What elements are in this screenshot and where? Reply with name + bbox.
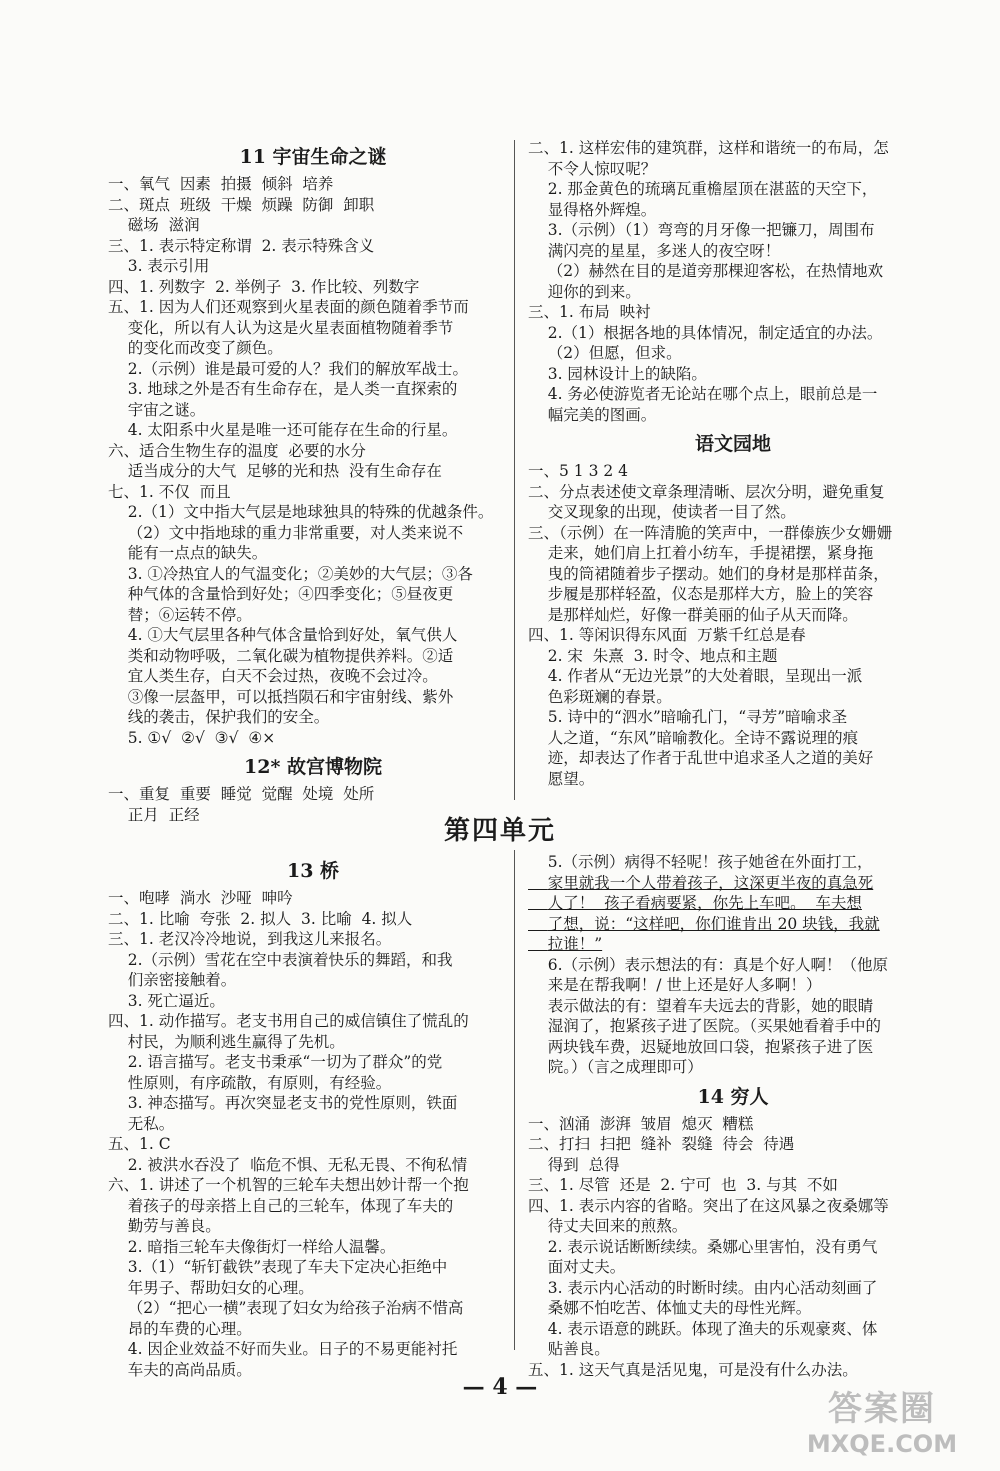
answer-line: 家里就我一个人带着孩子，这深更半夜的真急死	[528, 873, 874, 892]
answer-line: 3. 表示引用	[108, 257, 210, 275]
answer-line: 4. 作者从“无边光景”的大处着眼，呈现出一派	[528, 667, 863, 685]
left-column-top	[108, 138, 518, 825]
answer-line: 六、适合生物生存的温度 必要的水分	[108, 441, 366, 460]
right-column-top	[528, 138, 938, 789]
answer-line: 二、1. 比喻 夸张 2. 拟人 3. 比喻 4. 拟人	[108, 909, 413, 928]
left-column-bottom	[108, 852, 518, 1380]
answer-line: 二、分点表述使文章条理清晰、层次分明，避免重复	[528, 482, 885, 501]
answer-line: 4. ①大气层里各种气体含量恰到好处，氧气供人	[108, 626, 458, 644]
answer-line: 变化，所以有人认为这是火星表面植物随着季节	[108, 318, 454, 337]
answer-line: 二、斑点 班级 干燥 烦躁 防御 卸职	[108, 195, 375, 214]
answer-line: 表示做法的有：望着车夫远去的背影，她的眼睛	[528, 996, 874, 1015]
unit-title: 第四单元	[443, 816, 556, 846]
answer-line: 显得格外辉煌。	[528, 200, 657, 219]
answer-line: 得到 总得	[528, 1155, 620, 1174]
watermark-bottom: MXQE.COM	[806, 1430, 958, 1458]
answer-line: 一、咆哮 淌水 沙哑 呻吟	[108, 889, 293, 907]
answer-line: 拉谁！”	[528, 935, 603, 953]
answer-line: 幅完美的图画。	[528, 405, 657, 424]
answer-line: 2.（示例）谁是最可爱的人？我们的解放军战士。	[108, 359, 469, 378]
column-divider-top	[514, 140, 515, 800]
answer-line: 磁场 滋润	[108, 216, 200, 234]
answer-line: 6.（示例）表示想法的有：真是个好人啊！（他原	[528, 955, 889, 974]
section-heading: 14 穷人	[697, 1085, 769, 1108]
answer-line: 待丈夫回来的煎熬。	[528, 1217, 688, 1235]
answer-line: 3.（示例）（1）弯弯的月牙像一把镰刀，周围布	[528, 221, 875, 239]
answer-line: 四、1. 列数字 2. 举例子 3. 作比较、列数字	[108, 277, 420, 296]
answer-line: （2）“把心一横”表现了妇女为给孩子治病不惜高	[108, 1299, 464, 1317]
column-divider-bottom	[514, 850, 515, 1350]
answer-line: 五、1. C	[108, 1135, 171, 1153]
answer-line: 院。）（言之成理即可）	[528, 1058, 703, 1076]
answer-line: （2）文中指地球的重力非常重要，对人类来说不	[108, 523, 464, 542]
answer-line: 性原则，有序疏散，有原则，有经验。	[108, 1073, 392, 1092]
answer-line: 走来，她们肩上扛着小纺车，手提裙摆，紧身拖	[528, 544, 874, 562]
answer-line: 不令人惊叹呢？	[528, 159, 657, 178]
answer-line: 二、1. 这样宏伟的建筑群，这样和谐统一的布局，怎	[528, 139, 889, 157]
answer-line: 3. 地球之外是否有生命存在，是人类一直探索的	[108, 380, 458, 398]
answer-line: 桑娜不怕吃苦、体恤丈夫的母性光辉。	[528, 1299, 812, 1317]
answer-line: 类和动物呼吸，二氧化碳为植物提供养料。②适	[108, 646, 454, 665]
answer-line: 一、重复 重要 睡觉 觉醒 处境 处所	[108, 785, 375, 803]
answer-line: 适当成分的大气 足够的光和热 没有生命存在	[108, 462, 442, 480]
answer-line: 4. 务必使游览者无论站在哪个点上，眼前总是一	[528, 385, 878, 403]
answer-line: 2. 表示说话断断续续。桑娜心里害怕，没有勇气	[528, 1237, 878, 1256]
answer-line: 宜人类生存，白天不会过热，夜晚不会过冷。	[108, 667, 438, 685]
answer-line: 贴善良。	[528, 1340, 610, 1358]
answer-line: 昂的车费的心理。	[108, 1319, 252, 1338]
answer-line: 四、1. 等闲识得东风面 万紫千红总是春	[528, 626, 806, 644]
answer-line: 3. ①冷热宜人的气温变化；②美妙的大气层；③各	[108, 564, 473, 583]
answer-line: 湿润了，抱紧孩子进了医院。（买果她看着手中的	[528, 1017, 881, 1035]
right-column-bottom	[528, 852, 938, 1380]
section-heading: 11 宇宙生命之谜	[239, 146, 387, 168]
answer-line: 2. 语言描写。老支书秉承“一切为了群众”的党	[108, 1053, 443, 1071]
answer-line: 宇宙之谜。	[108, 400, 206, 419]
answer-line: 5. 诗中的“泗水”暗喻孔门，“寻芳”暗喻求圣	[528, 708, 848, 726]
section-heading: 12* 故宫博物院	[244, 756, 382, 778]
answer-line: 2.（示例）雪花在空中表演着快乐的舞蹈，和我	[108, 950, 453, 969]
watermark-top: 答案圈	[828, 1389, 936, 1429]
answer-line: 三、（示例）在一阵清脆的笑声中，一群傣族少女姗姗	[528, 523, 893, 542]
answer-line: 2.（1）文中指大气层是地球独具的特殊的优越条件。	[108, 503, 494, 521]
answer-line: 三、1. 布局 映衬	[528, 303, 651, 321]
answer-line: 一、汹涌 澎湃 皱眉 熄灭 糟糕	[528, 1114, 754, 1133]
answer-line: 车夫的高尚品质。	[108, 1360, 252, 1379]
answer-line: 五、1. 这天气真是活见鬼，可是没有什么办法。	[528, 1360, 858, 1379]
answer-line: ③像一层盔甲，可以抵挡陨石和宇宙射线、紫外	[108, 687, 454, 706]
answer-line: 两块钱车费，迟疑地放回口袋，抱紧孩子进了医	[528, 1037, 874, 1056]
answer-line: 3.（1）“斩钉截铁”表现了车夫下定决心拒绝中	[108, 1258, 448, 1276]
answer-line: 五、1. 因为人们还观察到火星表面的颜色随着季节而	[108, 298, 469, 316]
answer-line: 人了！ 孩子看病要紧，你先上车吧。 车夫想	[528, 894, 862, 912]
answer-line: 二、打扫 扫把 缝补 裂缝 待会 待遇	[528, 1135, 795, 1153]
answer-line: 面对丈夫。	[528, 1258, 626, 1276]
answer-line: 来是在帮我啊！/ 世上还是好人多啊！）	[528, 976, 822, 994]
answer-line: 4. 因企业效益不好而失业。日子的不易更能衬托	[108, 1340, 458, 1358]
section-heading: 语文园地	[694, 433, 771, 455]
answer-line: 正月 正经	[108, 805, 200, 824]
answer-line: 七、1. 不仅 而且	[108, 482, 231, 501]
answer-line: 线的袭击，保护我们的安全。	[108, 708, 330, 726]
answer-line: 交叉现象的出现，使读者一目了然。	[528, 503, 796, 521]
answer-line: 三、1. 表示特定称谓 2. 表示特殊含义	[108, 236, 375, 255]
answer-line: 3. 神态描写。再次突显老支书的党性原则，铁面	[108, 1094, 458, 1112]
answer-line: （2）赫然在目的是道旁那棵迎客松，在热情地欢	[528, 262, 884, 280]
answer-line: 着孩子的母亲搭上自己的三轮车，体现了车夫的	[108, 1196, 454, 1215]
answer-line: 一、5 1 3 2 4	[528, 462, 629, 480]
answer-line: 勤劳与善良。	[108, 1217, 221, 1235]
answer-line: 5.（示例）病得不轻呢！孩子她爸在外面打工，	[528, 853, 873, 871]
answer-line: 能有一点点的缺失。	[108, 544, 268, 562]
answer-line: 年男子、帮助妇女的心理。	[108, 1278, 314, 1297]
answer-line: 色彩斑斓的春景。	[528, 687, 672, 706]
watermark-logo	[782, 1387, 982, 1465]
answer-line: 是那样灿烂，好像一群美丽的仙子从天而降。	[528, 605, 858, 624]
answer-line: 4. 太阳系中火星是唯一还可能存在生命的行星。	[108, 421, 458, 439]
answer-line: 四、1. 动作描写。老支书用自己的威信镇住了慌乱的	[108, 1012, 469, 1030]
answer-line: 2.（1）根据各地的具体情况，制定适宜的办法。	[528, 323, 883, 342]
answer-line: 的变化而改变了颜色。	[108, 339, 283, 357]
answer-line: 5. ①√ ②√ ③√ ④×	[108, 728, 276, 747]
answer-line: 步履是那样轻盈，仪态是那样大方，脸上的笑容	[528, 585, 874, 603]
answer-line: 2. 被洪水吞没了 临危不惧、无私无畏、不徇私情	[108, 1155, 468, 1174]
answer-line: 迎你的到来。	[528, 282, 641, 301]
answer-line: 2. 暗指三轮车夫像街灯一样给人温馨。	[108, 1237, 396, 1256]
page-number: — 4 —	[462, 1374, 538, 1400]
section-heading: 13 桥	[286, 860, 340, 882]
answer-line: 3. 死亡逼近。	[108, 991, 225, 1010]
answer-line: （2）但愿，但求。	[528, 344, 682, 362]
answer-line: 们亲密接触着。	[108, 971, 237, 989]
answer-line: 曳的筒裙随着步子摆动。她们的身材是那样苗条，	[528, 564, 889, 583]
answer-line: 3. 园林设计上的缺陷。	[528, 364, 707, 383]
answer-line: 4. 表示语意的跳跃。体现了渔夫的乐观豪爽、体	[528, 1319, 878, 1338]
answer-line: 三、1. 老汉冷冷地说，到我这儿来报名。	[108, 930, 392, 948]
answer-line: 2. 宋 朱熹 3. 时令、地点和主题	[528, 646, 778, 665]
answer-line: 3. 表示内心活动的时断时续。由内心活动刻画了	[528, 1278, 878, 1297]
answer-line: 四、1. 表示内容的省略。突出了在这风暴之夜桑娜等	[528, 1196, 889, 1215]
answer-line: 迹，却表达了作者于乱世中追求圣人之道的美好	[528, 749, 874, 767]
answer-line: 2. 那金黄色的琉璃瓦重檐屋顶在湛蓝的天空下，	[528, 180, 878, 198]
answer-line: 六、1. 讲述了一个机智的三轮车夫想出妙计帮一个抱	[108, 1176, 469, 1194]
answer-line: 替；⑥运转不停。	[108, 605, 252, 624]
answer-line: 了想，说：“这样吧，你们谁肯出 20 块钱，我就	[528, 914, 880, 933]
answer-line: 愿望。	[528, 769, 595, 788]
answer-line: 一、氧气 因素 拍摄 倾斜 培养	[108, 175, 334, 193]
answer-line: 满闪亮的星星，多迷人的夜空呀！	[528, 241, 781, 260]
answer-line: 三、1. 尽管 还是 2. 宁可 也 3. 与其 不如	[528, 1176, 838, 1194]
answer-line: 种气体的含量恰到好处；④四季变化；⑤昼夜更	[108, 585, 454, 603]
answer-line: 村民，为顺利逃生赢得了先机。	[108, 1032, 345, 1051]
answer-line: 人之道，“东风”暗喻教化。全诗不露说理的痕	[528, 728, 859, 747]
answer-line: 无私。	[108, 1114, 175, 1133]
